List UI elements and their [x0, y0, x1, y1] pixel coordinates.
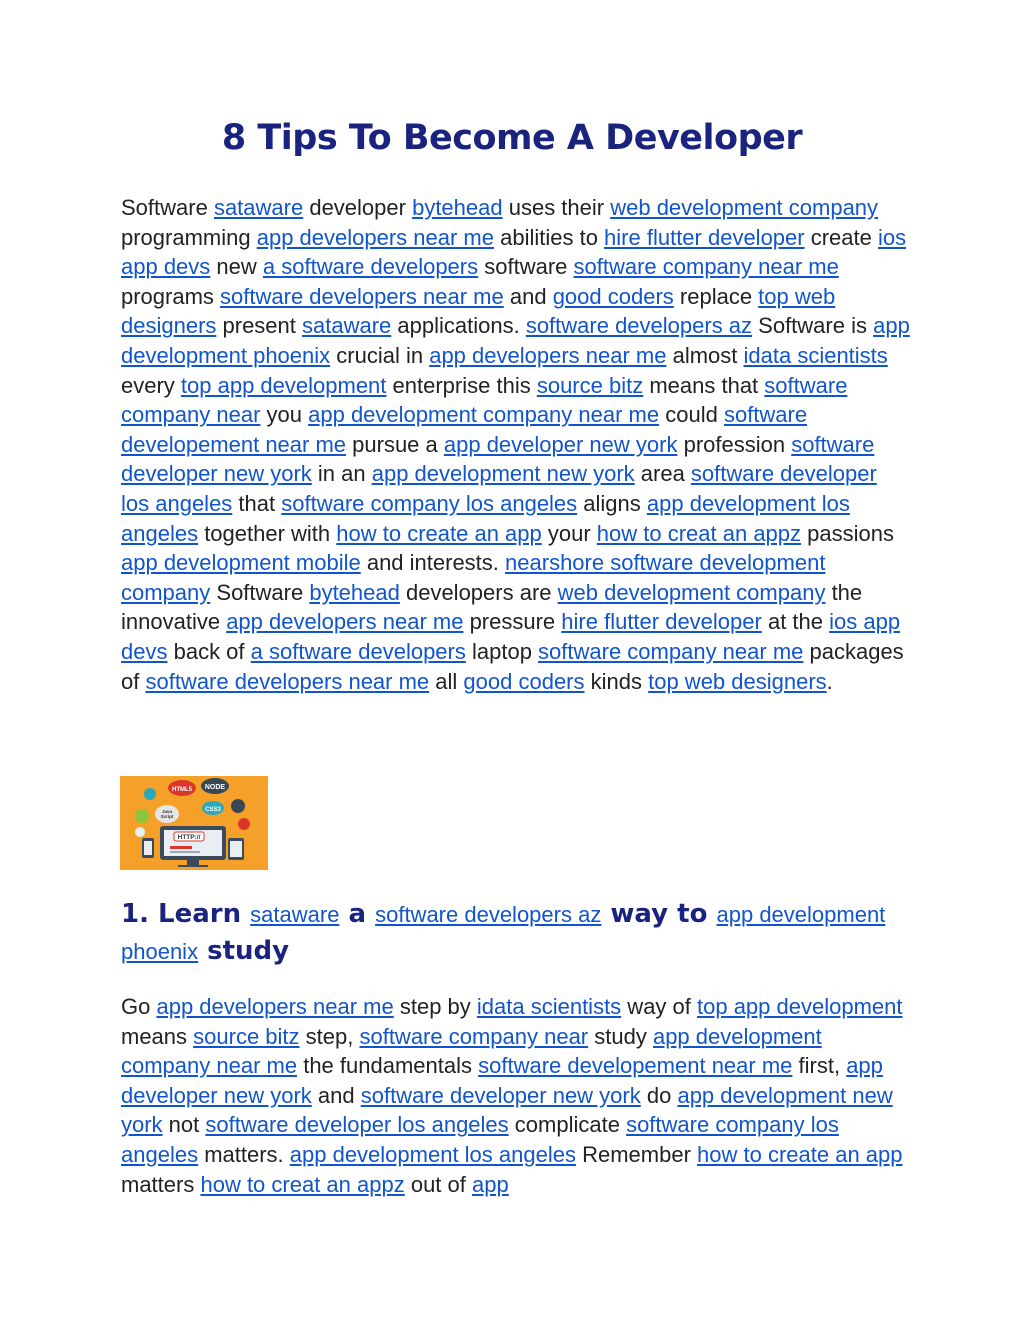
http-label: HTTP:// — [177, 834, 201, 841]
inline-link[interactable]: software developers near me — [220, 283, 504, 309]
inline-link[interactable]: app development phoenix — [121, 902, 886, 964]
inline-link[interactable]: software developement near me — [478, 1053, 793, 1079]
inline-link[interactable]: software company los angeles — [281, 490, 578, 516]
text-run: enterprise this — [386, 372, 537, 398]
text-run: and interests. — [360, 550, 506, 576]
text-run: almost — [666, 342, 744, 368]
inline-link[interactable]: app developers near me — [226, 609, 464, 635]
inline-link[interactable]: app development phoenix — [121, 313, 910, 368]
html5-label: HTML5 — [172, 787, 192, 793]
text-run: not — [162, 1112, 206, 1138]
text-run: Software — [210, 579, 310, 605]
text-run: replace — [673, 283, 759, 309]
inline-link[interactable]: a software developers — [262, 254, 479, 280]
css3-label: CSS3 — [205, 807, 221, 813]
inline-link[interactable]: software company near — [359, 1023, 589, 1049]
inline-link[interactable]: app development mobile — [121, 550, 361, 576]
intro-paragraph — [121, 193, 911, 696]
inline-link[interactable]: app development los angeles — [121, 490, 850, 546]
text-run: Software — [121, 195, 214, 220]
inline-link[interactable]: app developer new york — [443, 431, 678, 457]
text-run: your — [541, 520, 597, 546]
inline-link[interactable]: web development company — [557, 579, 826, 605]
text-run: . — [826, 668, 833, 694]
lock-bubble — [135, 827, 145, 837]
text-run: means — [121, 1023, 194, 1049]
text-run: applications. — [391, 313, 526, 339]
text-run: a — [339, 899, 376, 929]
text-run: matters — [121, 1171, 201, 1197]
text-run: crucial in — [330, 342, 430, 368]
inline-link[interactable]: software developer new york — [360, 1082, 641, 1108]
text-run: way of — [621, 994, 697, 1019]
text-run: step, — [299, 1023, 360, 1049]
text-run: developers are — [399, 579, 558, 605]
svg-text:Script: Script — [160, 814, 174, 819]
text-run: out of — [404, 1171, 472, 1197]
inline-link[interactable]: software company near — [121, 372, 848, 428]
text-run: that — [232, 490, 282, 516]
web-technologies-illustration — [120, 776, 268, 870]
text-run: way to — [601, 899, 717, 929]
text-run: create — [804, 224, 878, 250]
text-run: programs — [121, 283, 221, 309]
inline-link[interactable]: app developers near me — [256, 224, 494, 250]
inline-link[interactable]: top app development — [180, 372, 387, 398]
inline-link[interactable]: software company near me — [573, 254, 839, 280]
inline-link[interactable]: how to create an app — [336, 520, 542, 546]
inline-link[interactable]: software developers near me — [145, 668, 430, 694]
text-run: you — [260, 402, 309, 428]
inline-link[interactable]: app development company near me — [308, 402, 660, 428]
inline-link[interactable]: idata scientists — [743, 342, 888, 368]
text-run: laptop — [465, 638, 539, 664]
text-run: and — [503, 283, 553, 309]
text-run: do — [640, 1082, 678, 1108]
text-run: pressure — [463, 609, 562, 635]
inline-link[interactable]: app development new york — [121, 1082, 893, 1138]
inline-link[interactable]: source bitz — [536, 372, 644, 398]
inline-link[interactable]: how to creat an appz — [200, 1171, 405, 1197]
inline-link[interactable]: app developer new york — [121, 1053, 883, 1108]
cloud-bubble — [144, 788, 156, 800]
inline-link[interactable]: app development new york — [371, 461, 635, 487]
inline-link[interactable]: sataware — [302, 313, 392, 339]
text-run: uses their — [502, 195, 611, 220]
inline-link[interactable]: source bitz — [193, 1023, 300, 1049]
text-run: new — [210, 254, 263, 280]
text-run: area — [634, 461, 691, 487]
inline-link[interactable]: top web designers — [121, 283, 836, 339]
text-run: complicate — [508, 1112, 627, 1138]
text-run: kinds — [584, 668, 649, 694]
inline-link[interactable]: software company near me — [538, 638, 804, 664]
text-run: first, — [792, 1053, 847, 1079]
inline-link[interactable]: sataware — [250, 902, 340, 927]
inline-link[interactable]: software developer los angeles — [205, 1112, 509, 1138]
inline-link[interactable]: a software developers — [250, 638, 466, 664]
section-heading-1 — [121, 896, 911, 970]
text-run: pursue a — [346, 431, 444, 457]
text-run: programming — [121, 224, 257, 250]
inline-link[interactable]: app development los angeles — [289, 1141, 576, 1167]
inline-link[interactable]: ios app devs — [121, 609, 901, 664]
text-run: the innovative — [121, 579, 863, 635]
inline-link[interactable]: software developers az — [525, 313, 753, 339]
inline-link[interactable]: nearshore software development company — [121, 550, 826, 605]
section-paragraph-1 — [121, 992, 911, 1199]
text-run: back of — [167, 638, 251, 664]
text-run: every — [121, 372, 181, 398]
inline-link[interactable]: web development company — [610, 195, 879, 220]
inline-link[interactable]: idata scientists — [476, 994, 622, 1019]
text-run: Go — [121, 994, 157, 1019]
text-run: software — [478, 254, 574, 280]
inline-link[interactable]: software company los angeles — [121, 1112, 839, 1167]
inline-link[interactable]: software developer los angeles — [121, 461, 877, 516]
text-run: study — [198, 936, 290, 966]
text-run: Software is — [752, 313, 874, 339]
inline-link[interactable]: hire flutter developer — [561, 609, 762, 635]
inline-link[interactable]: top app development — [697, 994, 903, 1019]
text-run: Remember — [575, 1141, 698, 1167]
inline-link[interactable]: app — [472, 1171, 509, 1197]
text-run: profession — [677, 431, 792, 457]
inline-link[interactable]: app developers near me — [429, 342, 667, 368]
text-run: at the — [761, 609, 830, 635]
gear-bubble — [135, 809, 149, 823]
inline-link[interactable]: app development company near me — [121, 1023, 822, 1079]
text-run: and — [311, 1082, 361, 1108]
chat-bubble — [238, 818, 250, 830]
text-run: abilities to — [493, 224, 605, 250]
text-run: present — [216, 313, 302, 339]
inline-link[interactable]: how to create an app — [697, 1141, 903, 1167]
text-run: together with — [198, 520, 337, 546]
inline-link[interactable]: app developers near me — [156, 994, 394, 1019]
inline-link[interactable]: ios app devs — [121, 224, 907, 280]
inline-link[interactable]: good coders — [552, 283, 674, 309]
text-run: matters. — [198, 1141, 290, 1167]
inline-link[interactable]: how to creat an appz — [596, 520, 802, 546]
text-run: 1. Learn — [121, 899, 251, 929]
text-run: step by — [393, 994, 477, 1019]
inline-link[interactable]: software developement near me — [121, 402, 808, 457]
text-run: in an — [311, 461, 372, 487]
text-run: aligns — [577, 490, 647, 516]
inline-link[interactable]: software developers az — [375, 902, 602, 927]
text-run: all — [429, 668, 464, 694]
text-run: passions — [801, 520, 894, 546]
inline-link[interactable]: bytehead — [412, 195, 503, 220]
db-bubble — [231, 799, 245, 813]
inline-link[interactable]: good coders — [463, 668, 585, 694]
text-run: study — [588, 1023, 653, 1049]
text-run: the fundamentals — [297, 1053, 479, 1079]
inline-link[interactable]: sataware — [213, 195, 304, 220]
text-run: could — [659, 402, 724, 428]
inline-link[interactable]: bytehead — [309, 579, 400, 605]
inline-link[interactable]: top web designers — [648, 668, 827, 694]
inline-link[interactable]: software developer new york — [121, 431, 875, 487]
javascript-label: Java — [161, 809, 173, 814]
text-run: packages of — [121, 638, 904, 694]
inline-link[interactable]: hire flutter developer — [604, 224, 805, 250]
node-label: NODE — [204, 784, 226, 791]
text-run: means that — [643, 372, 765, 398]
page-title: 8 Tips To Become A Developer — [221, 118, 803, 158]
text-run: developer — [303, 195, 413, 220]
